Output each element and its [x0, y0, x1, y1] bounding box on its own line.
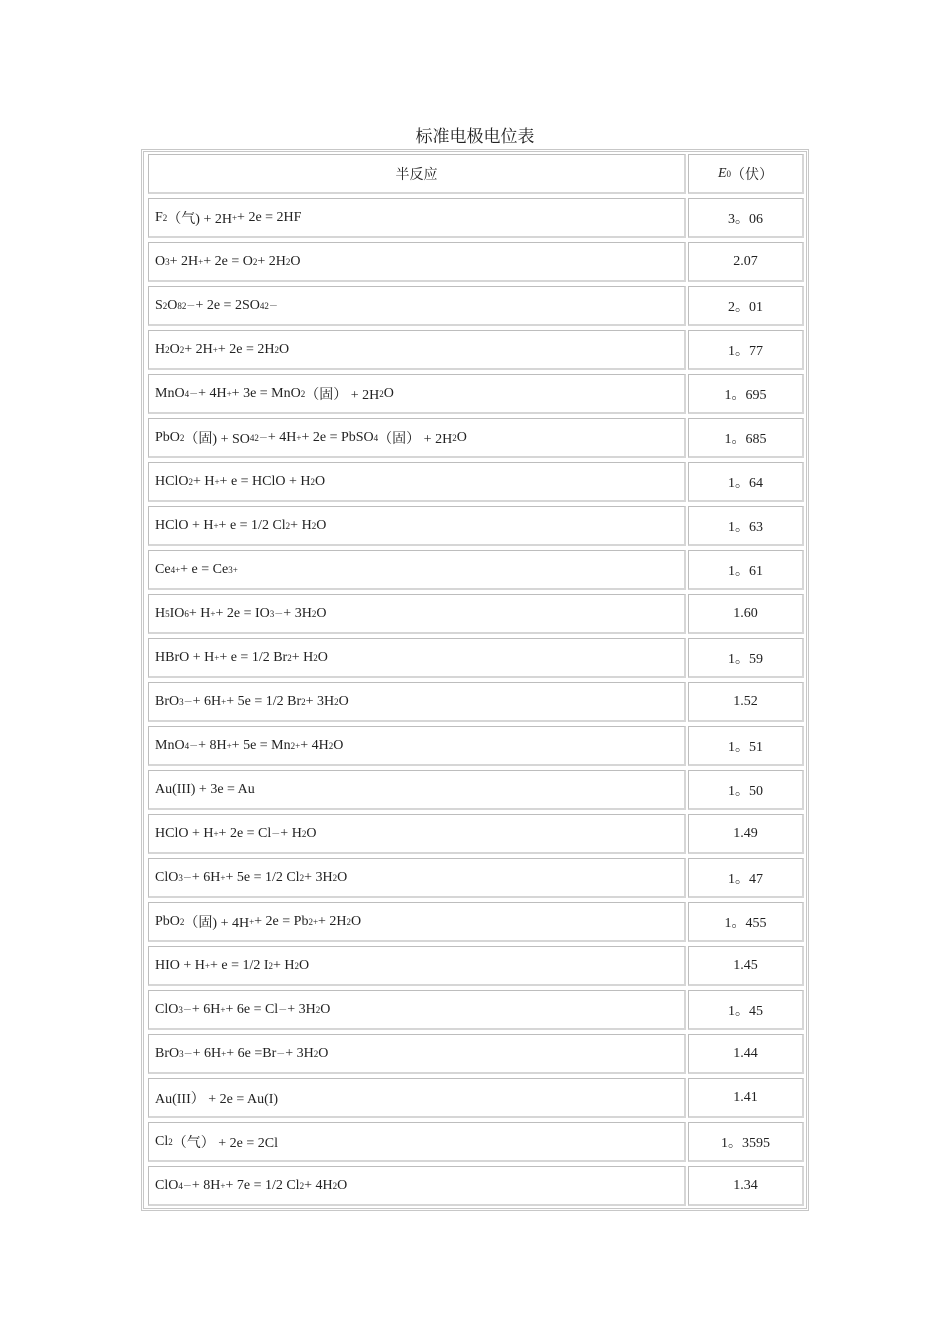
- potential-unit: （伏）: [731, 167, 774, 183]
- half-reaction-cell: Ce 4+ + e = Ce 3+: [148, 550, 686, 590]
- potential-cell: 1.45: [688, 946, 804, 986]
- table-row: [148, 682, 804, 722]
- table-row: [148, 594, 804, 634]
- potential-cell: 1.60: [688, 594, 804, 634]
- page-title: 标准电极电位表: [415, 127, 535, 146]
- table-row: [148, 1122, 804, 1162]
- half-reaction-cell: Cl 2 （气） + 2e = 2Cl: [148, 1122, 686, 1162]
- table-header-row: [148, 154, 804, 194]
- table-row: [148, 1166, 804, 1206]
- potential-cell: 2.07: [688, 242, 804, 282]
- potential-cell: 1。455: [688, 902, 804, 942]
- half-reaction-cell: ClO 3 － + 6H + + 6e = Cl － + 3H 2 O: [148, 990, 686, 1030]
- half-reaction-cell: MnO 4 － + 8H + + 5e = Mn 2+ + 4H 2 O: [148, 726, 686, 766]
- half-reaction-cell: MnO 4 － + 4H + + 3e = MnO 2 （固） + 2H 2 O: [148, 374, 686, 414]
- table-row: [148, 506, 804, 546]
- half-reaction-cell: ClO 3 － + 6H + + 5e = 1/2 Cl 2 + 3H 2 O: [148, 858, 686, 898]
- table-row: [148, 374, 804, 414]
- header-potential: E 0 （伏）: [688, 154, 804, 194]
- table-row: [148, 550, 804, 590]
- potential-cell: 1.34: [688, 1166, 804, 1206]
- table-row: [148, 770, 804, 810]
- table-row: [148, 1034, 804, 1074]
- half-reaction-cell: BrO 3 － + 6H + + 5e = 1/2 Br 2 + 3H 2 O: [148, 682, 686, 722]
- table-row: [148, 198, 804, 238]
- table-row: [148, 990, 804, 1030]
- half-reaction-cell: F 2 （气) + 2H + + 2e = 2HF: [148, 198, 686, 238]
- half-reaction-cell: O 3 + 2H + + 2e = O 2 + 2H 2 O: [148, 242, 686, 282]
- potential-cell: 1。3595: [688, 1122, 804, 1162]
- half-reaction-cell: H 5 IO 6 + H + + 2e = IO 3 － + 3H 2 O: [148, 594, 686, 634]
- table-row: [148, 242, 804, 282]
- table-row: [148, 726, 804, 766]
- half-reaction-cell: BrO 3 － + 6H + + 6e =Br － + 3H 2 O: [148, 1034, 686, 1074]
- table-row: [148, 462, 804, 502]
- half-reaction-cell: Au(III） + 2e = Au(I): [148, 1078, 686, 1118]
- half-reaction-cell: HIO + H + + e = 1/2 I 2 + H 2 O: [148, 946, 686, 986]
- header-half-reaction: 半反应: [148, 154, 686, 194]
- potential-cell: 1。695: [688, 374, 804, 414]
- half-reaction-cell: PbO 2 （固) + SO 4 2－ + 4H + + 2e = PbSO 4 （固） + 2H 2 O: [148, 418, 686, 458]
- electrode-potential-table: [141, 149, 809, 1211]
- potential-cell: 1.52: [688, 682, 804, 722]
- potential-cell: 3。06: [688, 198, 804, 238]
- potential-cell: 1。45: [688, 990, 804, 1030]
- potential-symbol: E: [717, 165, 727, 181]
- potential-cell: 1。47: [688, 858, 804, 898]
- half-reaction-cell: HClO + H + + e = 1/2 Cl 2 + H 2 O: [148, 506, 686, 546]
- potential-cell: 1。59: [688, 638, 804, 678]
- half-reaction-cell: H 2 O 2 + 2H + + 2e = 2H 2 O: [148, 330, 686, 370]
- potential-cell: 1.44: [688, 1034, 804, 1074]
- table-row: [148, 286, 804, 326]
- potential-cell: 1。685: [688, 418, 804, 458]
- potential-cell: 1。50: [688, 770, 804, 810]
- half-reaction-cell: HClO + H + + 2e = Cl － + H 2 O: [148, 814, 686, 854]
- potential-cell: 1。51: [688, 726, 804, 766]
- half-reaction-cell: Au(III) + 3e = Au: [148, 770, 686, 810]
- half-reaction-cell: HClO 2 + H + + e = HClO + H 2 O: [148, 462, 686, 502]
- potential-cell: 1。61: [688, 550, 804, 590]
- potential-cell: 1。63: [688, 506, 804, 546]
- half-reaction-cell: S 2 O 8 2－ + 2e = 2SO 4 2－: [148, 286, 686, 326]
- half-reaction-cell: ClO 4 － + 8H + + 7e = 1/2 Cl 2 + 4H 2 O: [148, 1166, 686, 1206]
- potential-cell: 1。77: [688, 330, 804, 370]
- table-row: [148, 638, 804, 678]
- potential-cell: 1。64: [688, 462, 804, 502]
- table-row: [148, 814, 804, 854]
- table-row: [148, 330, 804, 370]
- table-row: [148, 902, 804, 942]
- potential-cell: 2。01: [688, 286, 804, 326]
- potential-cell: 1.49: [688, 814, 804, 854]
- table-row: [148, 858, 804, 898]
- half-reaction-cell: HBrO + H + + e = 1/2 Br 2 + H 2 O: [148, 638, 686, 678]
- table-row: [148, 418, 804, 458]
- table-row: [148, 1078, 804, 1118]
- half-reaction-cell: PbO 2 （固) + 4H + + 2e = Pb 2+ + 2H 2 O: [148, 902, 686, 942]
- potential-cell: 1.41: [688, 1078, 804, 1118]
- table-row: [148, 946, 804, 986]
